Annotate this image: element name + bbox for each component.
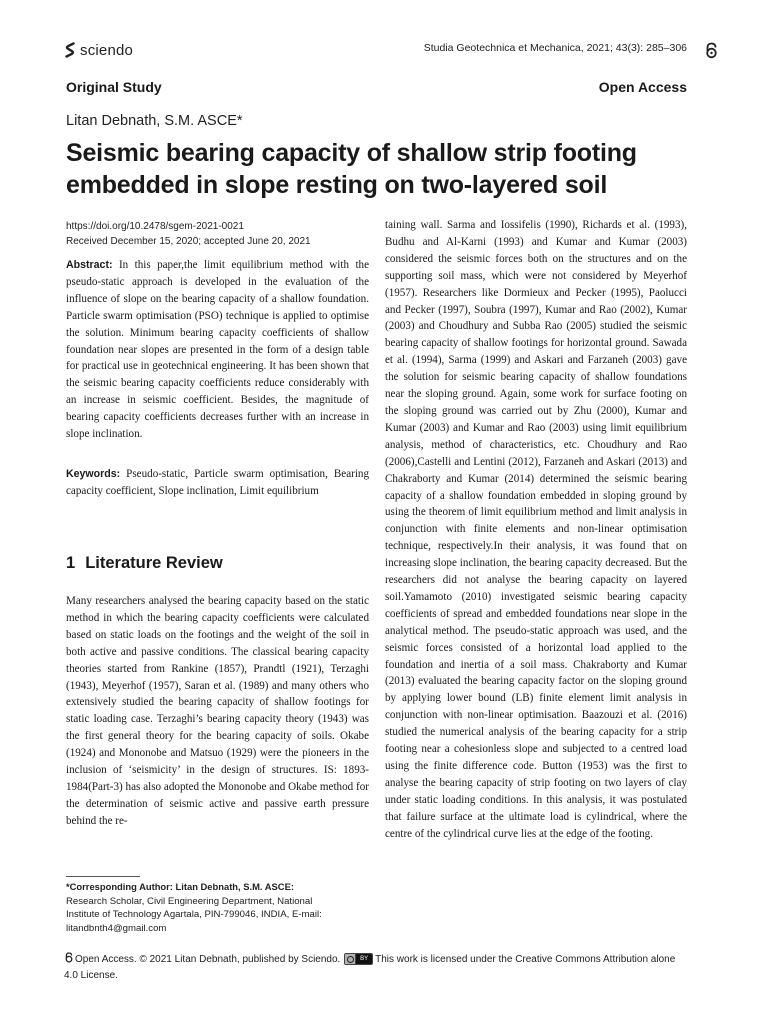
cc-icon: [345, 954, 356, 964]
article-title: [66, 137, 706, 201]
corresponding-author-footnote: [66, 880, 330, 935]
license-notice: [64, 952, 684, 983]
cc-by-icon[interactable]: [344, 953, 373, 965]
sciendo-logo-icon: [64, 41, 76, 59]
section-title: Literature Review: [85, 554, 223, 572]
footnote-divider: [66, 876, 140, 877]
author-line: Litan Debnath, S.M. ASCE*: [66, 113, 243, 129]
cc-by-label: BY: [356, 954, 372, 964]
doi-link[interactable]: https://doi.org/10.2478/sgem-2021-0021: [66, 221, 244, 232]
open-access-icon: [704, 42, 719, 59]
journal-reference: Studia Geotechnica et Mechanica, 2021; 43(3): 285–306: [423, 42, 687, 54]
license-copyright: Open Access. © 2021 Litan Debnath, published by Sciendo.: [75, 954, 341, 965]
keywords-label: Keywords:: [66, 468, 121, 480]
keywords-text: Pseudo-static, Particle swarm optimisation, Bearing capacity coefficient, Slope inclination, Limit equilibrium: [66, 468, 369, 497]
publisher-logo: [64, 41, 133, 59]
title-line-1: Seismic bearing capacity of shallow strip footing: [66, 139, 637, 167]
abstract-text: In this paper,the limit equilibrium method with the pseudo-static approach is developed in the evaluation of the influence of slope on the bearing capacity of a shallow foundation. Particle swarm optimisation (PSO) technique is applied to optimise the solution. Minimum bearing capacity coefficients of shallow foundation near slopes are presented in the form of a design table for practical use in geotechnical engineering. It has been shown that the seismic bearing capacity coefficients reduce considerably with an increase in seismic coefficient. Besides, the magnitude of bearing capacity coefficients decreases further with an increase in slope inclination.: [66, 259, 369, 441]
license-terms: This work is licensed under the Creative Commons Attribution alone 4.0 License.: [64, 954, 676, 981]
publisher-name: sciendo: [80, 41, 134, 59]
section-heading: [66, 554, 223, 573]
access-label: Open Access: [598, 79, 687, 95]
section-number: 1: [66, 554, 76, 572]
literature-review-right: taining wall. Sarma and Iossifelis (1990), Richards et al. (1993), Budhu and Al-Karni (1993) and Kumar and Kumar (2003) considered the seismic forces both on the structures and on the supporting soil mass, which were not considered by Meyerhof (1957). Researchers like Dormieux and Pecker (1995), Paolucci and Pecker (1997), Soubra (1997), Kumar and Rao (2002), Kumar (2003) and Choudhury and Subba Rao (2005) studied the seismic bearing capacity of shallow footings for horizontal ground. Sawada et al. (1994), Sarma (1999) and Askari and Farzaneh (2003) gave the solution for seismic bearing capacity of shallow foundations near the sloping ground. Again, some work for surface footing on the sloping ground was carried out by Zhu (2000), Kumar and Kumar (2003) and Kumar and Rao (2003) using limit equilibrium analysis, method of characteristics, etc. Choudhury and Rao (2006),Castelli and Lentini (2012), Farzaneh and Askari (2013) and Chakraborty and Kumar (2014) determined the seismic bearing capacity of a shallow foundation embedded in sloping ground by using the theorem of limit equilibrium method and limit analysis in conjunction with finite elements and non-linear optimisation technique, respectively.In their analysis, it was found that on increasing slope inclination, the bearing capacity decreased. But the researchers did not analyse the bearing capacity on layered soil.Yamamoto (2010) investigated seismic bearing capacity coefficients of spread and embedded foundations near slope in the analytical method. The pseudo-static approach was used, and the seismic forces consisted of a horizontal load applied to the foundation and inertia of a soil mass. Chakraborty and Kumar (2013) evaluated the bearing capacity factor on the sloping ground by applying lower bound (LB) finite element limit analysis in conjunction with non-linear optimisation. Baazouzi et al. (2016) studied the numerical analysis of the bearing capacity for a strip footing near a cohesionless slope and subjected to a centred load using the finite difference code. Button (1953) was the first to analyse the bearing capacity of strip footing on two layers of clay under static loading conditions. In this analysis, it was postulated that failure surface at the ultimate load is cylindrical, where the centre of the cylindrical curve lies at the edge of the footing.: [385, 219, 687, 840]
abstract: [66, 257, 369, 443]
footnote-text: Research Scholar, Civil Engineering Department, National Institute of Technology Agartala, PIN-799046, INDIA, E-mail: litandbnth4@gmail.com: [66, 895, 322, 934]
article-type: Original Study: [66, 79, 162, 95]
title-line-2: embedded in slope resting on two-layered soil: [66, 171, 608, 199]
keywords: [66, 466, 369, 500]
abstract-label: Abstract:: [66, 259, 113, 271]
footnote-label: *Corresponding Author: Litan Debnath, S.M. ASCE:: [66, 881, 294, 892]
open-access-icon: [64, 952, 74, 963]
received-dates: Received December 15, 2020; accepted June 20, 2021: [66, 236, 311, 247]
literature-review-left: Many researchers analysed the bearing capacity based on the static method in which the bearing capacity coefficients were calculated based on static loads on the footings and the weight of the soil in both active and passive conditions. The classical bearing capacity theories started from Rankine (1857), Prandtl (1921), Terzaghi (1943), Meyerhof (1957), Saran et al. (1989) and many others who extensively studied the bearing capacity of shallow footings for static loading case. Terzaghi’s bearing capacity theory (1943) was the first general theory for the bearing capacity of soils. Okabe (1924) and Mononobe and Matsuo (1929) were the pioneers in the inclusion of ‘seismicity’ in the design of structures. IS: 1893-1984(Part-3) has also adopted the Mononobe and Okabe method for the determination of seismic active and passive earth pressure behind the re-: [66, 595, 369, 827]
